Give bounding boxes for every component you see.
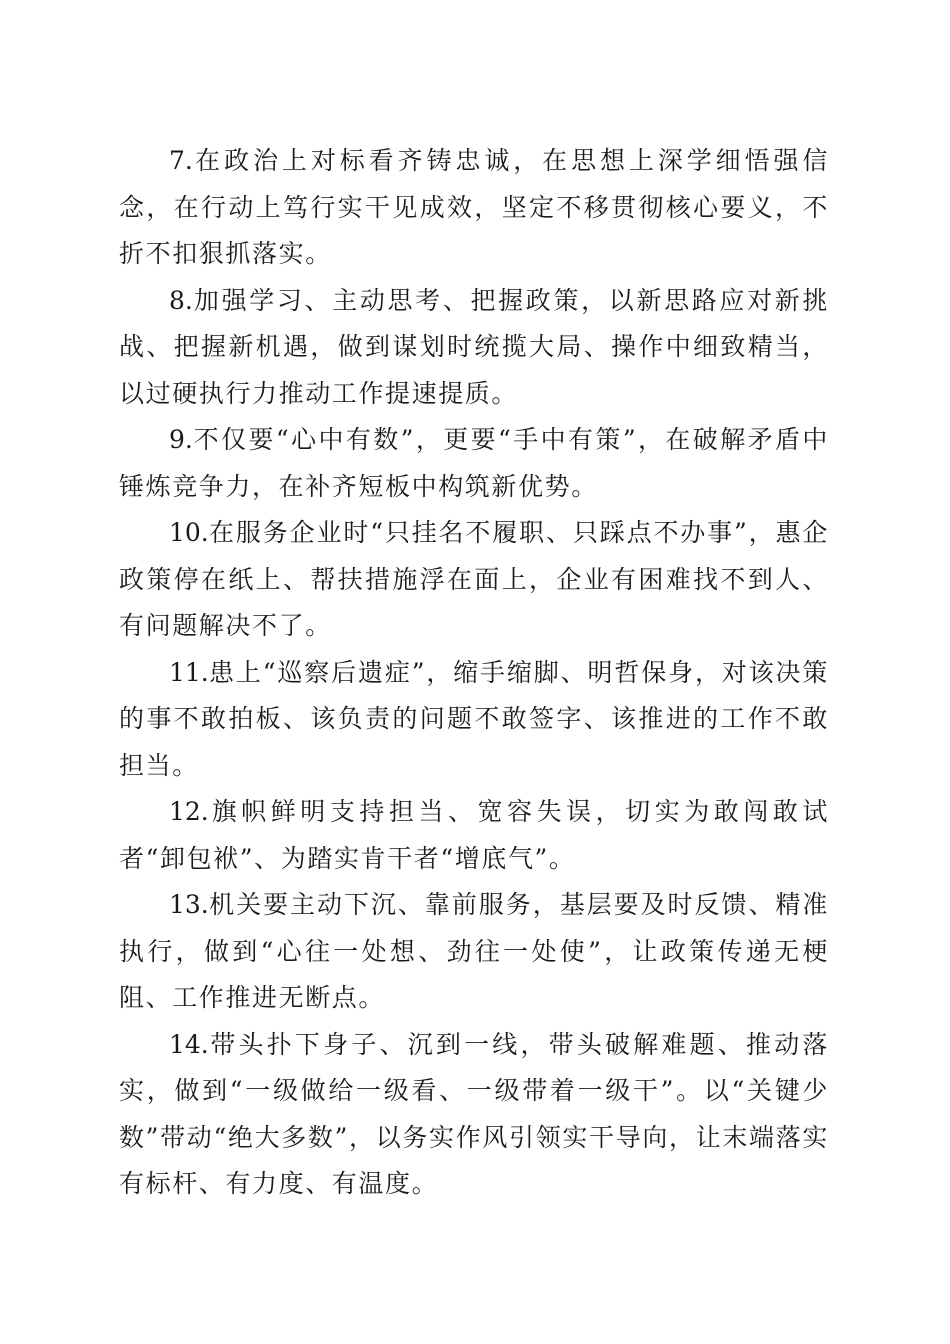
paragraph-text: 机关要主动下沉、靠前服务，基层要及时反馈、精准执行，做到“心往一处想、劲往一处使”，让政策传递无梗阻、工作推进无断点。 xyxy=(119,890,829,1012)
paragraph-12 xyxy=(119,789,829,882)
paragraph-14 xyxy=(119,1022,829,1208)
paragraph-number: 12. xyxy=(169,797,209,826)
paragraph-8 xyxy=(119,278,829,418)
paragraph-11 xyxy=(119,650,829,790)
paragraph-9 xyxy=(119,417,829,510)
document-body xyxy=(119,138,829,1208)
paragraph-number: 14. xyxy=(169,1029,209,1059)
paragraph-13 xyxy=(119,882,829,1022)
paragraph-text: 旗帜鲜明支持担当、宽容失误，切实为敢闯敢试者“卸包袱”、为踏实肯干者“增底气”。 xyxy=(119,797,829,873)
paragraph-number: 8. xyxy=(169,285,193,315)
paragraph-number: 10. xyxy=(169,518,209,547)
paragraph-number: 13. xyxy=(169,890,209,919)
paragraph-text: 加强学习、主动思考、把握政策，以新思路应对新挑战、把握新机遇，做到谋划时统揽大局、操作中细致精当，以过硬执行力推动工作提速提质。 xyxy=(119,285,829,408)
paragraph-text: 在服务企业时“只挂名不履职、只踩点不办事”，惠企政策停在纸上、帮扶措施浮在面上，企业有困难找不到人、有问题解决不了。 xyxy=(119,518,829,640)
paragraph-10 xyxy=(119,510,829,650)
paragraph-7 xyxy=(119,138,829,278)
paragraph-text: 不仅要“心中有数”，更要“手中有策”，在破解矛盾中锤炼竞争力，在补齐短板中构筑新优势。 xyxy=(119,425,829,501)
paragraph-number: 7. xyxy=(169,146,193,175)
paragraph-number: 9. xyxy=(169,425,193,454)
paragraph-text: 在政治上对标看齐铸忠诚，在思想上深学细悟强信念，在行动上笃行实干见成效，坚定不移贯彻核心要义，不折不扣狠抓落实。 xyxy=(119,146,829,268)
paragraph-number: 11. xyxy=(169,657,209,687)
paragraph-text: 带头扑下身子、沉到一线，带头破解难题、推动落实，做到“一级做给一级看、一级带着一级干”。以“关键少数”带动“绝大多数”，以务实作风引领实干导向，让末端落实有标杆、有力度、有温度。 xyxy=(119,1029,829,1198)
paragraph-text: 患上“巡察后遗症”，缩手缩脚、明哲保身，对该决策的事不敢拍板、该负责的问题不敢签字、该推进的工作不敢担当。 xyxy=(119,657,829,780)
